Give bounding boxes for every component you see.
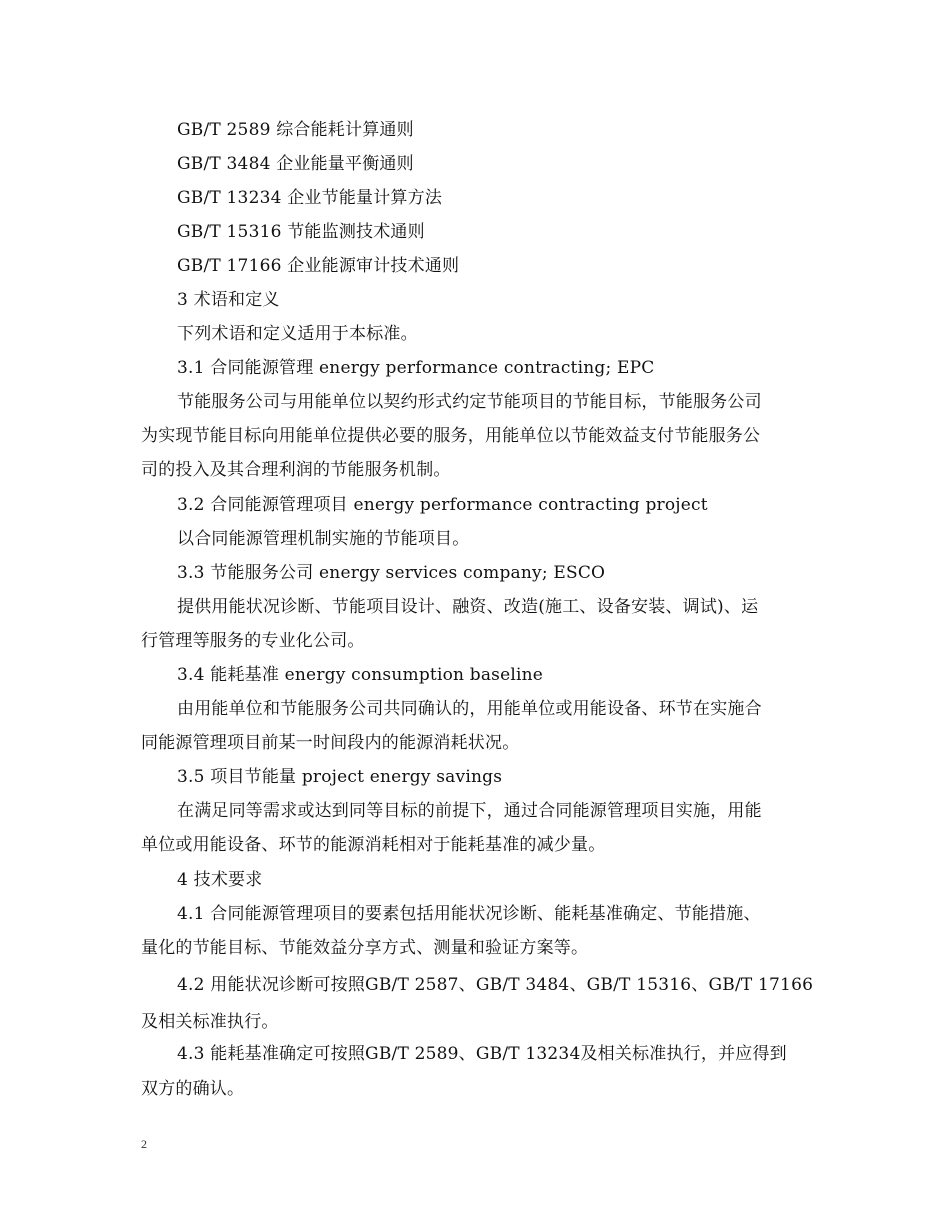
paragraph-line: 单位或用能设备、环节的能源消耗相对于能耗基准的减少量。 <box>141 835 606 855</box>
paragraph-line: 下列术语和定义适用于本标准。 <box>177 324 418 344</box>
section-heading: 3 术语和定义 <box>177 290 280 310</box>
paragraph-line: 4.2 用能状况诊断可按照GB/T 2587、GB/T 3484、GB/T 15316、GB/T 17166 <box>177 975 814 995</box>
paragraph-line: 同能源管理项目前某一时间段内的能源消耗状况。 <box>141 733 520 753</box>
paragraph-line: 双方的确认。 <box>141 1079 245 1099</box>
reference-item: GB/T 15316 节能监测技术通则 <box>177 222 425 242</box>
paragraph-line: 在满足同等需求或达到同等目标的前提下，通过合同能源管理项目实施，用能 <box>177 801 762 821</box>
term-title: 3.1 合同能源管理 energy performance contracting; EPC <box>177 358 655 378</box>
paragraph-line: 由用能单位和节能服务公司共同确认的，用能单位或用能设备、环节在实施合 <box>177 699 762 719</box>
reference-item: GB/T 3484 企业能量平衡通则 <box>177 154 414 174</box>
paragraph-line: 提供用能状况诊断、节能项目设计、融资、改造(施工、设备安装、调试)、运 <box>177 597 759 617</box>
paragraph-line: 4.3 能耗基准确定可按照GB/T 2589、GB/T 13234及相关标准执行，并应得到 <box>177 1044 787 1064</box>
page-number: 2 <box>141 1137 147 1151</box>
paragraph-line: 司的投入及其合理利润的节能服务机制。 <box>141 460 451 480</box>
paragraph-line: 及相关标准执行。 <box>141 1012 279 1032</box>
term-title: 3.2 合同能源管理项目 energy performance contracting project <box>177 495 708 515</box>
term-title: 3.3 节能服务公司 energy services company; ESCO <box>177 563 606 583</box>
paragraph-line: 为实现节能目标向用能单位提供必要的服务，用能单位以节能效益支付节能服务公 <box>141 426 761 446</box>
paragraph-line: 以合同能源管理机制实施的节能项目。 <box>177 529 470 549</box>
section-heading: 4 技术要求 <box>177 870 263 890</box>
term-title: 3.5 项目节能量 project energy savings <box>177 767 503 787</box>
paragraph-line: 量化的节能目标、节能效益分享方式、测量和验证方案等。 <box>141 938 589 958</box>
term-title: 3.4 能耗基准 energy consumption baseline <box>177 665 544 685</box>
reference-item: GB/T 17166 企业能源审计技术通则 <box>177 256 460 276</box>
paragraph-line: 行管理等服务的专业化公司。 <box>141 631 365 651</box>
reference-item: GB/T 13234 企业节能量计算方法 <box>177 188 443 208</box>
paragraph-line: 4.1 合同能源管理项目的要素包括用能状况诊断、能耗基准确定、节能措施、 <box>177 904 761 924</box>
paragraph-line: 节能服务公司与用能单位以契约形式约定节能项目的节能目标，节能服务公司 <box>177 392 762 412</box>
reference-item: GB/T 2589 综合能耗计算通则 <box>177 120 414 140</box>
